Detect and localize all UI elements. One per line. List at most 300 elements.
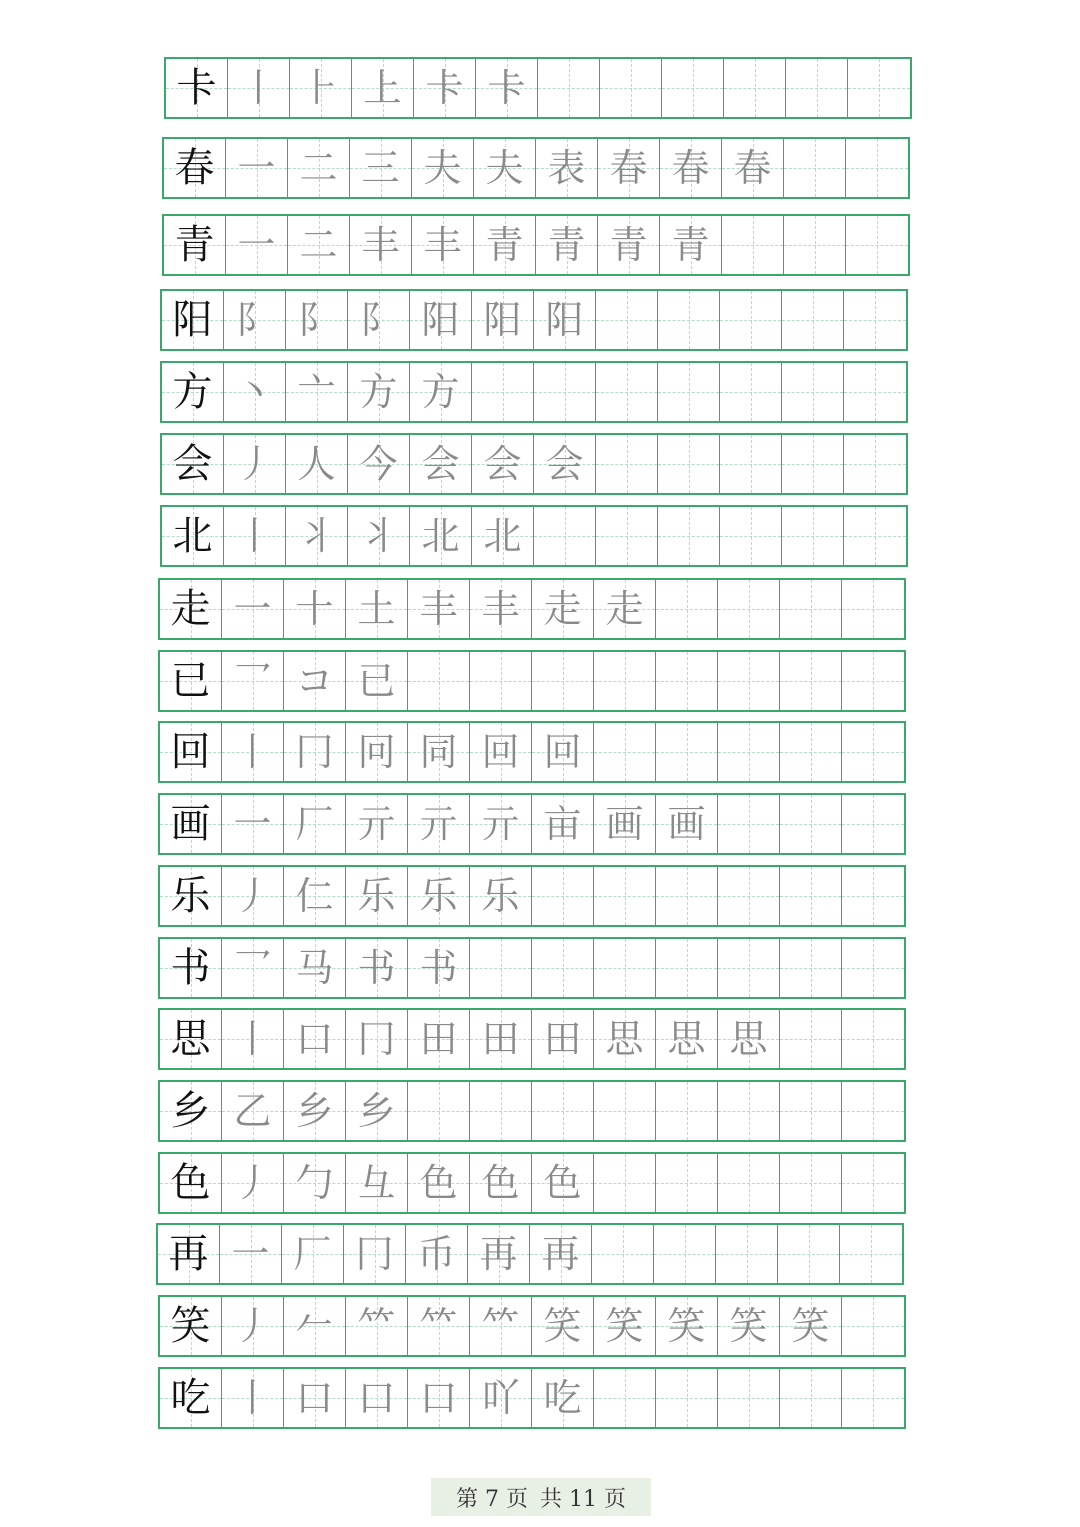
character: 青 bbox=[174, 222, 215, 268]
stroke-step-cell bbox=[656, 1297, 718, 1355]
stroke-step-cell bbox=[286, 291, 348, 349]
stroke-step-cell bbox=[476, 59, 538, 117]
character: 方 bbox=[172, 369, 213, 415]
character-cell bbox=[162, 435, 224, 493]
stroke-step-cell bbox=[346, 1082, 408, 1140]
stroke-step-cell bbox=[780, 580, 842, 638]
stroke-step-cell bbox=[226, 216, 288, 274]
stroke-step-cell bbox=[654, 1225, 716, 1283]
stroke-row bbox=[158, 1152, 906, 1214]
stroke-step-cell bbox=[720, 291, 782, 349]
stroke-step-cell bbox=[656, 723, 718, 781]
stroke-step-cell bbox=[470, 580, 532, 638]
stroke-step: 卡 bbox=[487, 66, 526, 110]
page-total: 共 11 页 bbox=[540, 1486, 626, 1512]
stroke-step-cell bbox=[846, 139, 908, 197]
stroke-step-cell bbox=[470, 652, 532, 710]
stroke-row bbox=[162, 214, 910, 276]
stroke-step-cell bbox=[842, 723, 904, 781]
stroke-step: 回 bbox=[543, 730, 582, 774]
stroke-step-cell bbox=[780, 795, 842, 853]
stroke-step-cell bbox=[224, 435, 286, 493]
character: 乐 bbox=[170, 873, 211, 919]
character-cell bbox=[160, 1010, 222, 1068]
stroke-step-cell bbox=[222, 1010, 284, 1068]
stroke-step-cell bbox=[470, 1369, 532, 1427]
stroke-step-cell bbox=[288, 139, 350, 197]
stroke-step-cell bbox=[780, 1010, 842, 1068]
character-cell bbox=[160, 1082, 222, 1140]
stroke-step-cell bbox=[594, 939, 656, 997]
stroke-step: 丨 bbox=[239, 66, 278, 110]
stroke-step-cell bbox=[222, 1297, 284, 1355]
stroke-row bbox=[158, 793, 906, 855]
stroke-row bbox=[158, 650, 906, 712]
stroke-step: 丨 bbox=[235, 514, 274, 558]
stroke-step-cell bbox=[782, 291, 844, 349]
stroke-step-cell bbox=[842, 1297, 904, 1355]
stroke-step-cell bbox=[534, 363, 596, 421]
stroke-step: 阳 bbox=[421, 298, 460, 342]
character-cell bbox=[162, 291, 224, 349]
stroke-step: 口 bbox=[295, 1017, 334, 1061]
stroke-step-cell bbox=[598, 139, 660, 197]
stroke-step: 乡 bbox=[357, 1089, 396, 1133]
stroke-step: 一 bbox=[233, 587, 272, 631]
stroke-step: 今 bbox=[359, 442, 398, 486]
stroke-step-cell bbox=[408, 867, 470, 925]
stroke-row bbox=[164, 57, 912, 119]
stroke-step-cell bbox=[594, 867, 656, 925]
stroke-step: 亩 bbox=[543, 802, 582, 846]
stroke-step-cell bbox=[222, 795, 284, 853]
stroke-step-cell bbox=[410, 363, 472, 421]
stroke-step-cell bbox=[724, 59, 786, 117]
stroke-step-cell bbox=[842, 652, 904, 710]
stroke-step-cell bbox=[346, 723, 408, 781]
stroke-step-cell bbox=[228, 59, 290, 117]
stroke-step: 笑 bbox=[605, 1304, 644, 1348]
stroke-step-cell bbox=[846, 216, 908, 274]
stroke-step-cell bbox=[408, 939, 470, 997]
stroke-step-cell bbox=[842, 1082, 904, 1140]
stroke-step-cell bbox=[718, 652, 780, 710]
stroke-step-cell bbox=[718, 1369, 780, 1427]
stroke-step-cell bbox=[780, 867, 842, 925]
stroke-step: ⺊ bbox=[301, 66, 340, 110]
stroke-step-cell bbox=[848, 59, 910, 117]
stroke-step-cell bbox=[532, 652, 594, 710]
stroke-step-cell bbox=[408, 723, 470, 781]
stroke-step-cell bbox=[470, 1010, 532, 1068]
stroke-step-cell bbox=[408, 795, 470, 853]
stroke-step-cell bbox=[842, 939, 904, 997]
stroke-step: 𥫗 bbox=[357, 1304, 396, 1348]
character: 再 bbox=[168, 1231, 209, 1277]
stroke-step: 会 bbox=[483, 442, 522, 486]
character: 色 bbox=[170, 1160, 211, 1206]
stroke-step: 会 bbox=[545, 442, 584, 486]
stroke-step: 北 bbox=[421, 514, 460, 558]
stroke-step-cell bbox=[718, 939, 780, 997]
stroke-step: 丿 bbox=[233, 1304, 272, 1348]
stroke-step: 方 bbox=[421, 370, 460, 414]
stroke-step-cell bbox=[346, 867, 408, 925]
stroke-step-cell bbox=[718, 723, 780, 781]
stroke-step: 卡 bbox=[425, 66, 464, 110]
stroke-step-cell bbox=[226, 139, 288, 197]
stroke-step-cell bbox=[718, 867, 780, 925]
stroke-step-cell bbox=[290, 59, 352, 117]
stroke-step: 青 bbox=[547, 223, 586, 267]
character: 思 bbox=[170, 1016, 211, 1062]
stroke-step: 田 bbox=[481, 1017, 520, 1061]
stroke-step: 乛 bbox=[233, 659, 272, 703]
stroke-step: 阝 bbox=[235, 298, 274, 342]
stroke-step-cell bbox=[410, 291, 472, 349]
stroke-step-cell bbox=[532, 1369, 594, 1427]
stroke-step: 上 bbox=[363, 66, 402, 110]
stroke-step-cell bbox=[348, 363, 410, 421]
stroke-step-cell bbox=[470, 723, 532, 781]
stroke-step: コ bbox=[295, 659, 334, 703]
stroke-step-cell bbox=[352, 59, 414, 117]
stroke-step-cell bbox=[842, 580, 904, 638]
stroke-step-cell bbox=[594, 1082, 656, 1140]
stroke-step: 夫 bbox=[485, 146, 524, 190]
stroke-step-cell bbox=[348, 507, 410, 565]
stroke-step-cell bbox=[412, 216, 474, 274]
stroke-step-cell bbox=[284, 580, 346, 638]
stroke-step: 冂 bbox=[295, 730, 334, 774]
stroke-step: 丰 bbox=[423, 223, 462, 267]
stroke-step: 丬 bbox=[359, 514, 398, 558]
stroke-step-cell bbox=[224, 507, 286, 565]
character-cell bbox=[160, 580, 222, 638]
stroke-step-cell bbox=[780, 939, 842, 997]
stroke-step-cell bbox=[596, 291, 658, 349]
stroke-step: 亓 bbox=[419, 802, 458, 846]
character: 回 bbox=[170, 729, 211, 775]
stroke-step: 乐 bbox=[357, 874, 396, 918]
stroke-step-cell bbox=[284, 1154, 346, 1212]
stroke-step-cell bbox=[718, 1010, 780, 1068]
character-cell bbox=[160, 867, 222, 925]
stroke-step: 厂 bbox=[293, 1232, 332, 1276]
stroke-step-cell bbox=[844, 507, 906, 565]
stroke-step-cell bbox=[284, 652, 346, 710]
stroke-step-cell bbox=[718, 795, 780, 853]
stroke-step-cell bbox=[656, 1010, 718, 1068]
stroke-step: 再 bbox=[541, 1232, 580, 1276]
stroke-step: 色 bbox=[419, 1161, 458, 1205]
stroke-step: 会 bbox=[421, 442, 460, 486]
character: 卡 bbox=[176, 65, 217, 111]
stroke-step-cell bbox=[658, 363, 720, 421]
character: 已 bbox=[170, 658, 211, 704]
stroke-step-cell bbox=[596, 435, 658, 493]
stroke-step-cell bbox=[286, 435, 348, 493]
stroke-step: 同 bbox=[419, 730, 458, 774]
stroke-step-cell bbox=[656, 795, 718, 853]
stroke-step-cell bbox=[656, 1154, 718, 1212]
stroke-step-cell bbox=[532, 1297, 594, 1355]
character-cell bbox=[166, 59, 228, 117]
character: 画 bbox=[170, 801, 211, 847]
stroke-step: 表 bbox=[547, 146, 586, 190]
stroke-step-cell bbox=[470, 1154, 532, 1212]
stroke-step: 色 bbox=[481, 1161, 520, 1205]
stroke-step-cell bbox=[350, 216, 412, 274]
stroke-step-cell bbox=[534, 435, 596, 493]
stroke-step-cell bbox=[222, 939, 284, 997]
stroke-step-cell bbox=[284, 939, 346, 997]
stroke-step: 十 bbox=[295, 587, 334, 631]
stroke-step-cell bbox=[842, 1010, 904, 1068]
stroke-step: 思 bbox=[729, 1017, 768, 1061]
character-cell bbox=[160, 652, 222, 710]
stroke-step-cell bbox=[344, 1225, 406, 1283]
stroke-step: 丨 bbox=[233, 730, 272, 774]
stroke-step-cell bbox=[222, 1082, 284, 1140]
stroke-step: 乐 bbox=[481, 874, 520, 918]
stroke-step-cell bbox=[778, 1225, 840, 1283]
character-cell bbox=[162, 363, 224, 421]
stroke-step-cell bbox=[716, 1225, 778, 1283]
stroke-step-cell bbox=[780, 1369, 842, 1427]
stroke-step-cell bbox=[844, 363, 906, 421]
stroke-row bbox=[160, 361, 908, 423]
stroke-step: 笑 bbox=[791, 1304, 830, 1348]
stroke-step-cell bbox=[346, 1154, 408, 1212]
stroke-step-cell bbox=[348, 291, 410, 349]
stroke-step-cell bbox=[532, 1010, 594, 1068]
stroke-step-cell bbox=[722, 216, 784, 274]
stroke-step: 笑 bbox=[667, 1304, 706, 1348]
stroke-step-cell bbox=[532, 795, 594, 853]
stroke-step-cell bbox=[592, 1225, 654, 1283]
stroke-step: 亓 bbox=[481, 802, 520, 846]
character: 北 bbox=[172, 513, 213, 559]
stroke-step-cell bbox=[596, 507, 658, 565]
stroke-step: 春 bbox=[733, 146, 772, 190]
stroke-step-cell bbox=[410, 435, 472, 493]
stroke-step: 冋 bbox=[357, 730, 396, 774]
character-cell bbox=[160, 1154, 222, 1212]
stroke-step-cell bbox=[472, 507, 534, 565]
stroke-step-cell bbox=[530, 1225, 592, 1283]
stroke-step: 人 bbox=[297, 442, 336, 486]
stroke-step: 一 bbox=[237, 223, 276, 267]
stroke-step-cell bbox=[346, 1297, 408, 1355]
stroke-step-cell bbox=[474, 139, 536, 197]
stroke-step-cell bbox=[346, 1010, 408, 1068]
stroke-step-cell bbox=[284, 795, 346, 853]
stroke-row bbox=[158, 721, 906, 783]
stroke-row bbox=[162, 137, 910, 199]
stroke-step-cell bbox=[346, 939, 408, 997]
stroke-step-cell bbox=[844, 291, 906, 349]
stroke-row bbox=[156, 1223, 904, 1285]
stroke-step-cell bbox=[596, 363, 658, 421]
character-cell bbox=[158, 1225, 220, 1283]
stroke-step-cell bbox=[842, 1154, 904, 1212]
stroke-step-cell bbox=[842, 867, 904, 925]
stroke-step: 𠂉 bbox=[295, 1304, 334, 1348]
stroke-step-cell bbox=[224, 291, 286, 349]
stroke-step-cell bbox=[408, 1297, 470, 1355]
stroke-step: 丿 bbox=[233, 1161, 272, 1205]
stroke-step-cell bbox=[532, 723, 594, 781]
stroke-step-cell bbox=[286, 507, 348, 565]
stroke-step-cell bbox=[656, 580, 718, 638]
stroke-step: 乡 bbox=[295, 1089, 334, 1133]
stroke-step-cell bbox=[532, 867, 594, 925]
stroke-step-cell bbox=[656, 867, 718, 925]
stroke-step-cell bbox=[842, 795, 904, 853]
stroke-step-cell bbox=[786, 59, 848, 117]
stroke-step-cell bbox=[224, 363, 286, 421]
stroke-step-cell bbox=[414, 59, 476, 117]
stroke-step: 𥫗 bbox=[481, 1304, 520, 1348]
stroke-step-cell bbox=[784, 139, 846, 197]
stroke-step: 书 bbox=[419, 946, 458, 990]
stroke-step: 笑 bbox=[729, 1304, 768, 1348]
stroke-step-cell bbox=[534, 507, 596, 565]
stroke-step-cell bbox=[284, 1010, 346, 1068]
stroke-step-cell bbox=[662, 59, 724, 117]
stroke-step: 一 bbox=[237, 146, 276, 190]
stroke-step-cell bbox=[472, 291, 534, 349]
character-cell bbox=[164, 139, 226, 197]
stroke-step-cell bbox=[656, 1082, 718, 1140]
stroke-step-cell bbox=[470, 1297, 532, 1355]
stroke-step-cell bbox=[722, 139, 784, 197]
stroke-step: 再 bbox=[479, 1232, 518, 1276]
stroke-step-cell bbox=[286, 363, 348, 421]
stroke-step-cell bbox=[222, 723, 284, 781]
stroke-step-cell bbox=[656, 1369, 718, 1427]
character: 笑 bbox=[170, 1303, 211, 1349]
stroke-step-cell bbox=[534, 291, 596, 349]
stroke-step: 三 bbox=[361, 146, 400, 190]
stroke-step: 一 bbox=[231, 1232, 270, 1276]
stroke-step-cell bbox=[594, 795, 656, 853]
character: 春 bbox=[174, 145, 215, 191]
stroke-step-cell bbox=[474, 216, 536, 274]
character: 会 bbox=[172, 441, 213, 487]
stroke-step: 乐 bbox=[419, 874, 458, 918]
stroke-step-cell bbox=[284, 1297, 346, 1355]
character-cell bbox=[160, 939, 222, 997]
stroke-step: 厂 bbox=[295, 802, 334, 846]
stroke-step: 冂 bbox=[357, 1017, 396, 1061]
stroke-step: 方 bbox=[359, 370, 398, 414]
stroke-step: 阳 bbox=[545, 298, 584, 342]
stroke-row bbox=[158, 937, 906, 999]
stroke-step-cell bbox=[656, 652, 718, 710]
stroke-step-cell bbox=[720, 435, 782, 493]
stroke-step-cell bbox=[284, 723, 346, 781]
stroke-step-cell bbox=[780, 1154, 842, 1212]
stroke-step-cell bbox=[844, 435, 906, 493]
character-cell bbox=[160, 1297, 222, 1355]
stroke-step-cell bbox=[282, 1225, 344, 1283]
stroke-step-cell bbox=[408, 1010, 470, 1068]
stroke-step: 亠 bbox=[297, 370, 336, 414]
stroke-step: 思 bbox=[605, 1017, 644, 1061]
stroke-step-cell bbox=[594, 580, 656, 638]
stroke-step-cell bbox=[718, 580, 780, 638]
stroke-step-cell bbox=[600, 59, 662, 117]
character: 走 bbox=[170, 586, 211, 632]
stroke-step-cell bbox=[532, 580, 594, 638]
stroke-step: 画 bbox=[667, 802, 706, 846]
stroke-step: 已 bbox=[357, 659, 396, 703]
stroke-step: 丰 bbox=[361, 223, 400, 267]
stroke-step: 阝 bbox=[297, 298, 336, 342]
stroke-step: 二 bbox=[299, 223, 338, 267]
stroke-row bbox=[158, 1080, 906, 1142]
stroke-step: 仁 bbox=[295, 874, 334, 918]
stroke-step-cell bbox=[658, 291, 720, 349]
stroke-step-cell bbox=[718, 1297, 780, 1355]
stroke-step-cell bbox=[780, 723, 842, 781]
stroke-step-cell bbox=[346, 652, 408, 710]
stroke-step: 吖 bbox=[481, 1376, 520, 1420]
stroke-row bbox=[160, 433, 908, 495]
character: 阳 bbox=[172, 297, 213, 343]
stroke-step-cell bbox=[408, 1154, 470, 1212]
stroke-step: 丨 bbox=[233, 1017, 272, 1061]
stroke-step-cell bbox=[222, 580, 284, 638]
stroke-step-cell bbox=[470, 1082, 532, 1140]
stroke-step: 丨 bbox=[233, 1376, 272, 1420]
stroke-step-cell bbox=[346, 795, 408, 853]
stroke-row bbox=[158, 1367, 906, 1429]
stroke-step: 田 bbox=[543, 1017, 582, 1061]
stroke-step-cell bbox=[408, 1369, 470, 1427]
stroke-step: 笑 bbox=[543, 1304, 582, 1348]
stroke-step: 币 bbox=[417, 1232, 456, 1276]
stroke-step: 𥫗 bbox=[419, 1304, 458, 1348]
stroke-step-cell bbox=[412, 139, 474, 197]
stroke-step-cell bbox=[222, 867, 284, 925]
stroke-step-cell bbox=[536, 139, 598, 197]
stroke-step-cell bbox=[346, 580, 408, 638]
stroke-row bbox=[158, 1008, 906, 1070]
stroke-step-cell bbox=[784, 216, 846, 274]
stroke-step-cell bbox=[348, 435, 410, 493]
stroke-step: 土 bbox=[357, 587, 396, 631]
stroke-step-cell bbox=[406, 1225, 468, 1283]
stroke-step: 色 bbox=[543, 1161, 582, 1205]
stroke-step: 吃 bbox=[543, 1376, 582, 1420]
stroke-step-cell bbox=[532, 1082, 594, 1140]
stroke-step-cell bbox=[594, 652, 656, 710]
stroke-step-cell bbox=[532, 1154, 594, 1212]
stroke-step: 北 bbox=[483, 514, 522, 558]
stroke-step-cell bbox=[656, 939, 718, 997]
stroke-step-cell bbox=[594, 1297, 656, 1355]
stroke-step-cell bbox=[470, 939, 532, 997]
stroke-row bbox=[158, 865, 906, 927]
page-number: 第 7 页 bbox=[456, 1486, 528, 1512]
stroke-step: 马 bbox=[295, 946, 334, 990]
stroke-step-cell bbox=[532, 939, 594, 997]
stroke-step: 丿 bbox=[235, 442, 274, 486]
stroke-step-cell bbox=[780, 1082, 842, 1140]
